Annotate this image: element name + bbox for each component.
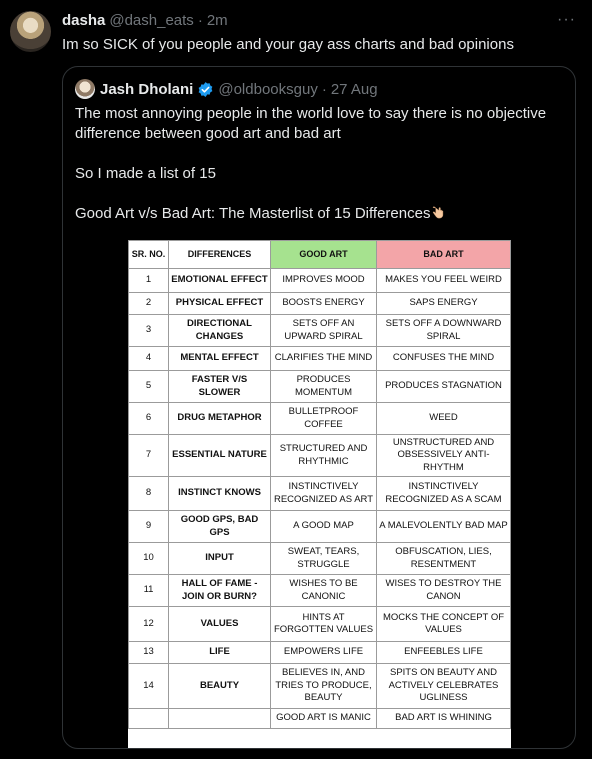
header-good-art: GOOD ART <box>271 241 377 269</box>
difference-cell: FASTER V/S SLOWER <box>169 371 271 403</box>
quoted-display-name[interactable]: Jash Dholani <box>100 80 194 98</box>
good-art-cell: WISHES TO BE CANONIC <box>271 575 377 607</box>
verified-badge-icon <box>197 81 214 98</box>
difference-cell: BEAUTY <box>169 664 271 709</box>
table-row <box>129 477 511 511</box>
bad-art-cell: WISES TO DESTROY THE CANON <box>377 575 511 607</box>
table-row <box>129 543 511 575</box>
sr-cell <box>129 709 169 729</box>
difference-cell: PHYSICAL EFFECT <box>169 293 271 315</box>
table-row <box>129 315 511 347</box>
difference-cell: VALUES <box>169 607 271 642</box>
quoted-paragraph-text: Good Art v/s Bad Art: The Masterlist of 15 Differences <box>75 205 431 222</box>
sr-cell: 11 <box>129 575 169 607</box>
comparison-table <box>128 240 511 729</box>
good-art-cell: PRODUCES MOMENTUM <box>271 371 377 403</box>
difference-cell: INPUT <box>169 543 271 575</box>
header-differences: DIFFERENCES <box>169 241 271 269</box>
table-row <box>129 435 511 477</box>
quoted-header <box>100 79 378 99</box>
good-art-cell: SETS OFF AN UPWARD SPIRAL <box>271 315 377 347</box>
good-art-cell: IMPROVES MOOD <box>271 269 377 293</box>
bad-art-cell: SPITS ON BEAUTY AND ACTIVELY CELEBRATES UGLINESS <box>377 664 511 709</box>
header-bad-art: BAD ART <box>377 241 511 269</box>
bad-art-cell: BAD ART IS WHINING <box>377 709 511 729</box>
quoted-date[interactable]: 27 Aug <box>330 80 378 98</box>
quoted-handle[interactable]: @oldbooksguy <box>218 80 318 98</box>
difference-cell: MENTAL EFFECT <box>169 347 271 371</box>
tweet-text: Im so SICK of you people and your gay ass charts and bad opinions <box>62 36 514 53</box>
difference-cell: ESSENTIAL NATURE <box>169 435 271 477</box>
chart-image[interactable] <box>128 240 511 749</box>
good-art-cell: SWEAT, TEARS, STRUGGLE <box>271 543 377 575</box>
timestamp[interactable]: 2m <box>206 12 228 29</box>
table-row <box>129 293 511 315</box>
bad-art-cell: MOCKS THE CONCEPT OF VALUES <box>377 607 511 642</box>
header-sr-no: SR. NO. <box>129 241 169 269</box>
table-row <box>129 511 511 543</box>
bad-art-cell: PRODUCES STAGNATION <box>377 371 511 403</box>
quoted-separator: · <box>321 80 327 98</box>
difference-cell: EMOTIONAL EFFECT <box>169 269 271 293</box>
table-row <box>129 709 511 729</box>
good-art-cell: INSTINCTIVELY RECOGNIZED AS ART <box>271 477 377 511</box>
table-row <box>129 607 511 642</box>
difference-cell: DRUG METAPHOR <box>169 403 271 435</box>
difference-cell: GOOD GPS, BAD GPS <box>169 511 271 543</box>
difference-cell: INSTINCT KNOWS <box>169 477 271 511</box>
display-name[interactable]: dasha <box>62 12 106 29</box>
sr-cell: 1 <box>129 269 169 293</box>
sr-cell: 2 <box>129 293 169 315</box>
difference-cell: LIFE <box>169 642 271 664</box>
quoted-paragraph <box>75 204 565 224</box>
quoted-paragraph: So I made a list of 15 <box>75 165 216 182</box>
good-art-cell: HINTS AT FORGOTTEN VALUES <box>271 607 377 642</box>
more-options-icon[interactable]: ··· <box>557 11 576 28</box>
bad-art-cell: SAPS ENERGY <box>377 293 511 315</box>
sr-cell: 14 <box>129 664 169 709</box>
difference-cell <box>169 709 271 729</box>
table-row <box>129 575 511 607</box>
sr-cell: 3 <box>129 315 169 347</box>
table-row <box>129 371 511 403</box>
sr-cell: 9 <box>129 511 169 543</box>
good-art-cell: STRUCTURED AND RHYTHMIC <box>271 435 377 477</box>
difference-cell: HALL OF FAME - JOIN OR BURN? <box>169 575 271 607</box>
bad-art-cell: CONFUSES THE MIND <box>377 347 511 371</box>
bad-art-cell: A MALEVOLENTLY BAD MAP <box>377 511 511 543</box>
good-art-cell: EMPOWERS LIFE <box>271 642 377 664</box>
quoted-avatar[interactable] <box>75 79 95 99</box>
table-row <box>129 403 511 435</box>
sr-cell: 5 <box>129 371 169 403</box>
sr-cell: 12 <box>129 607 169 642</box>
table-row <box>129 269 511 293</box>
avatar[interactable] <box>10 11 51 52</box>
quoted-paragraph: The most annoying people in the world love to say there is no objective difference between good art and bad art <box>75 105 547 142</box>
good-art-cell: CLARIFIES THE MIND <box>271 347 377 371</box>
handle[interactable]: @dash_eats <box>109 12 194 29</box>
table-row <box>129 347 511 371</box>
good-art-cell: BELIEVES IN, AND TRIES TO PRODUCE, BEAUTY <box>271 664 377 709</box>
table-row <box>129 664 511 709</box>
difference-cell: DIRECTIONAL CHANGES <box>169 315 271 347</box>
good-art-cell: BOOSTS ENERGY <box>271 293 377 315</box>
bad-art-cell: UNSTRUCTURED AND OBSESSIVELY ANTI-RHYTHM <box>377 435 511 477</box>
bad-art-cell: OBFUSCATION, LIES, RESENTMENT <box>377 543 511 575</box>
bad-art-cell: MAKES YOU FEEL WEIRD <box>377 269 511 293</box>
tweet-header <box>62 12 228 32</box>
good-art-cell: BULLETPROOF COFFEE <box>271 403 377 435</box>
bad-art-cell: ENFEEBLES LIFE <box>377 642 511 664</box>
sr-cell: 10 <box>129 543 169 575</box>
table-row <box>129 642 511 664</box>
bad-art-cell: WEED <box>377 403 511 435</box>
bad-art-cell: INSTINCTIVELY RECOGNIZED AS A SCAM <box>377 477 511 511</box>
sr-cell: 13 <box>129 642 169 664</box>
sr-cell: 6 <box>129 403 169 435</box>
good-art-cell: A GOOD MAP <box>271 511 377 543</box>
sr-cell: 8 <box>129 477 169 511</box>
sr-cell: 7 <box>129 435 169 477</box>
bad-art-cell: SETS OFF A DOWNWARD SPIRAL <box>377 315 511 347</box>
sr-cell: 4 <box>129 347 169 371</box>
quoted-text <box>75 104 565 224</box>
separator: · <box>197 12 203 29</box>
good-art-cell: GOOD ART IS MANIC <box>271 709 377 729</box>
quoted-tweet[interactable] <box>62 66 576 749</box>
pointing-down-hand-icon <box>430 205 446 221</box>
